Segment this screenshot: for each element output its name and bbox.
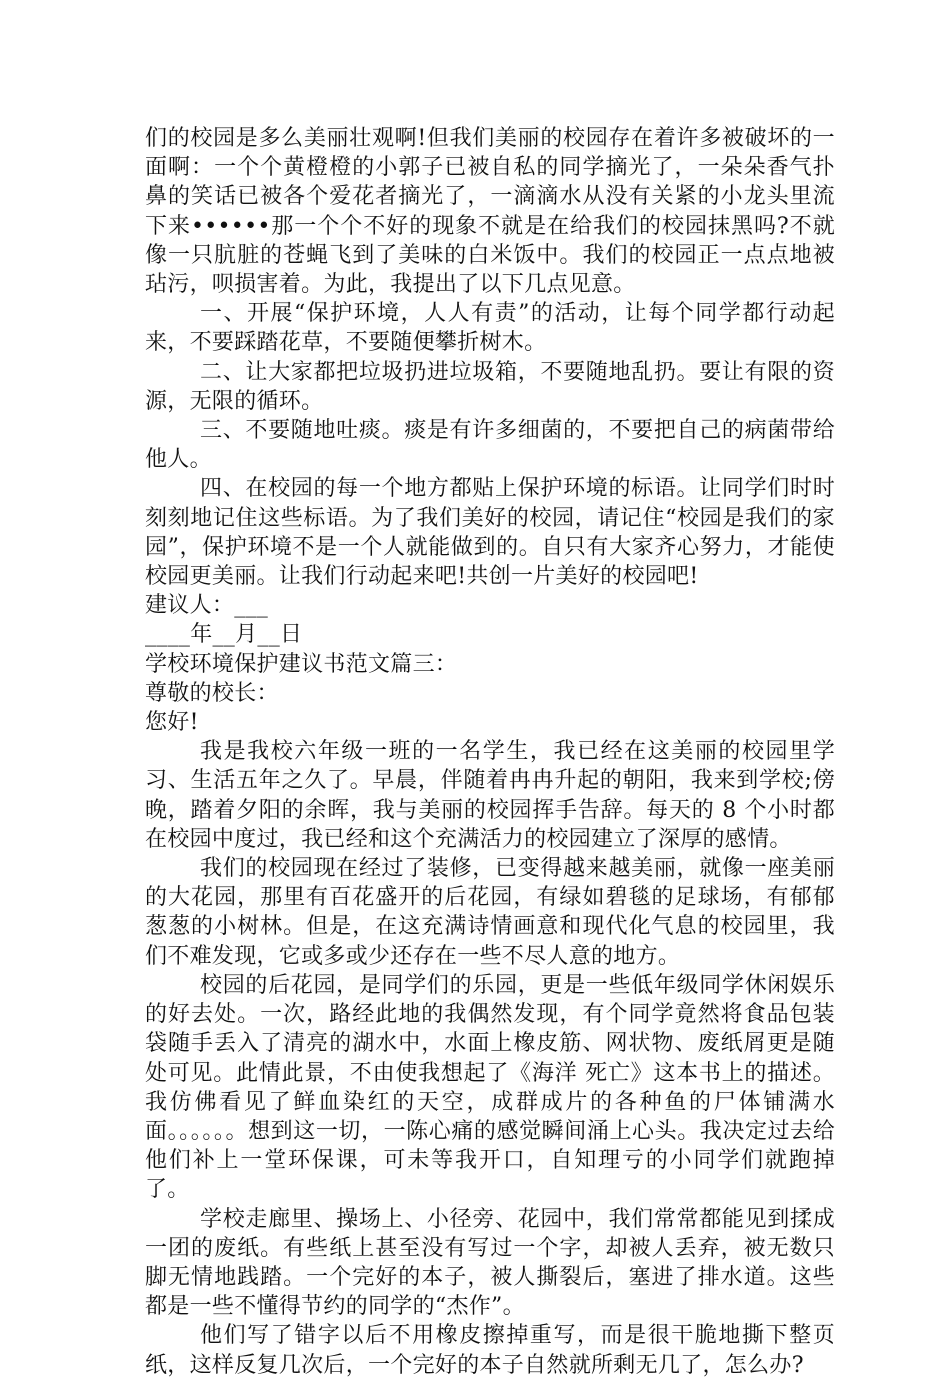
section-heading: 学校环境保护建议书范文篇三： xyxy=(145,651,458,677)
body-paragraph-campus: 我们的校园现在经过了装修，已变得越来越美丽，就像一座美丽的大花园，那里有百花盛开的后花园，有绿如碧毯的足球场，有郁郁葱葱的小树林。但是，在这充满诗情画意和现代化气息的校园里，我们不难发现，它或多或少还存在一些不尽人意的地方。 xyxy=(145,856,835,969)
suggestion-four: 四、在校园的每一个地方都贴上保护环境的标语。让同学们时时刻刻地记住这些标语。为了我们美好的校园，请记住“校园是我们的家园”，保护环境不是一个人就能做到的。自只有大家齐心努力，才能使校园更美丽。让我们行动起来吧!共创一片美好的校园吧! xyxy=(145,476,835,590)
body-paragraph-garden: 校园的后花园，是同学们的乐园，更是一些低年级同学休闲娱乐的好去处。一次，路经此地的我偶然发现，有个同学竟然将食品包装袋随手丢入了清亮的湖水中，水面上橡皮筋、网状物、废纸屑更是随处可见。此情此景，不由使我想起了《海洋 死亡》这本书上的描述。我仿佛看见了鲜血染红的天空，成群成片的各种鱼的尸体铺满水面。。。。。。想到这一切，一陈心痛的感觉瞬间涌上心头。我决定过去给他们补上一堂环保课，可未等我开口，自知理亏的小同学们就跑掉了。 xyxy=(145,972,835,1203)
greeting: 您好! xyxy=(145,710,199,736)
suggestion-one: 一、开展“保护环境，人人有责”的活动，让每个同学都行动起来，不要踩踏花草，不要随便攀折树木。 xyxy=(145,301,835,356)
proposer-line: 建议人：___ xyxy=(145,593,269,619)
body-paragraph-erasers: 他们写了错字以后不用橡皮擦掉重写，而是很干脆地撕下整页纸，这样反复几次后，一个完好的本子自然就所剩无几了，怎么办? xyxy=(145,1323,835,1378)
date-line: ____年__月__日 xyxy=(145,622,303,648)
body-paragraph-waste-paper: 学校走廊里、操场上、小径旁、花园中，我们常常都能见到揉成一团的废纸。有些纸上甚至没有写过一个字，却被人丢弃，被无数只脚无情地践踏。一个完好的本子，被人撕裂后，塞进了排水道。这些都是一些不懂得节约的同学的“杰作”。 xyxy=(145,1206,835,1320)
suggestion-three: 三、不要随地吐痰。痰是有许多细菌的，不要把自己的病菌带给他人。 xyxy=(145,418,835,473)
salutation: 尊敬的校长： xyxy=(145,680,279,706)
body-paragraph-intro: 我是我校六年级一班的一名学生，我已经在这美丽的校园里学习、生活五年之久了。早晨，伴随着冉冉升起的朝阳，我来到学校;傍晚，踏着夕阳的余晖，我与美丽的校园挥手告辞。每天的 8 个小时都在校园中度过，我已经和这个充满活力的校园建立了深厚的感情。 xyxy=(145,739,835,852)
paragraph-continuation: 们的校园是多么美丽壮观啊!但我们美丽的校园存在着许多被破坏的一面啊：一个个黄橙橙的小郭子已被自私的同学摘光了，一朵朵香气扑鼻的笑话已被各个爱花者摘光了，一滴滴水从没有关紧的小龙头里流下来••••••那一个个不好的现象不就是在给我们的校园抹黑吗?不就像一只肮脏的苍蝇飞到了美味的白米饭中。我们的校园正一点点地被玷污，呗损害着。为此，我提出了以下几点见意。 xyxy=(145,126,835,298)
suggestion-two: 二、让大家都把垃圾扔进垃圾箱，不要随地乱扔。要让有限的资源，无限的循环。 xyxy=(145,359,835,414)
document-body xyxy=(145,124,835,1380)
